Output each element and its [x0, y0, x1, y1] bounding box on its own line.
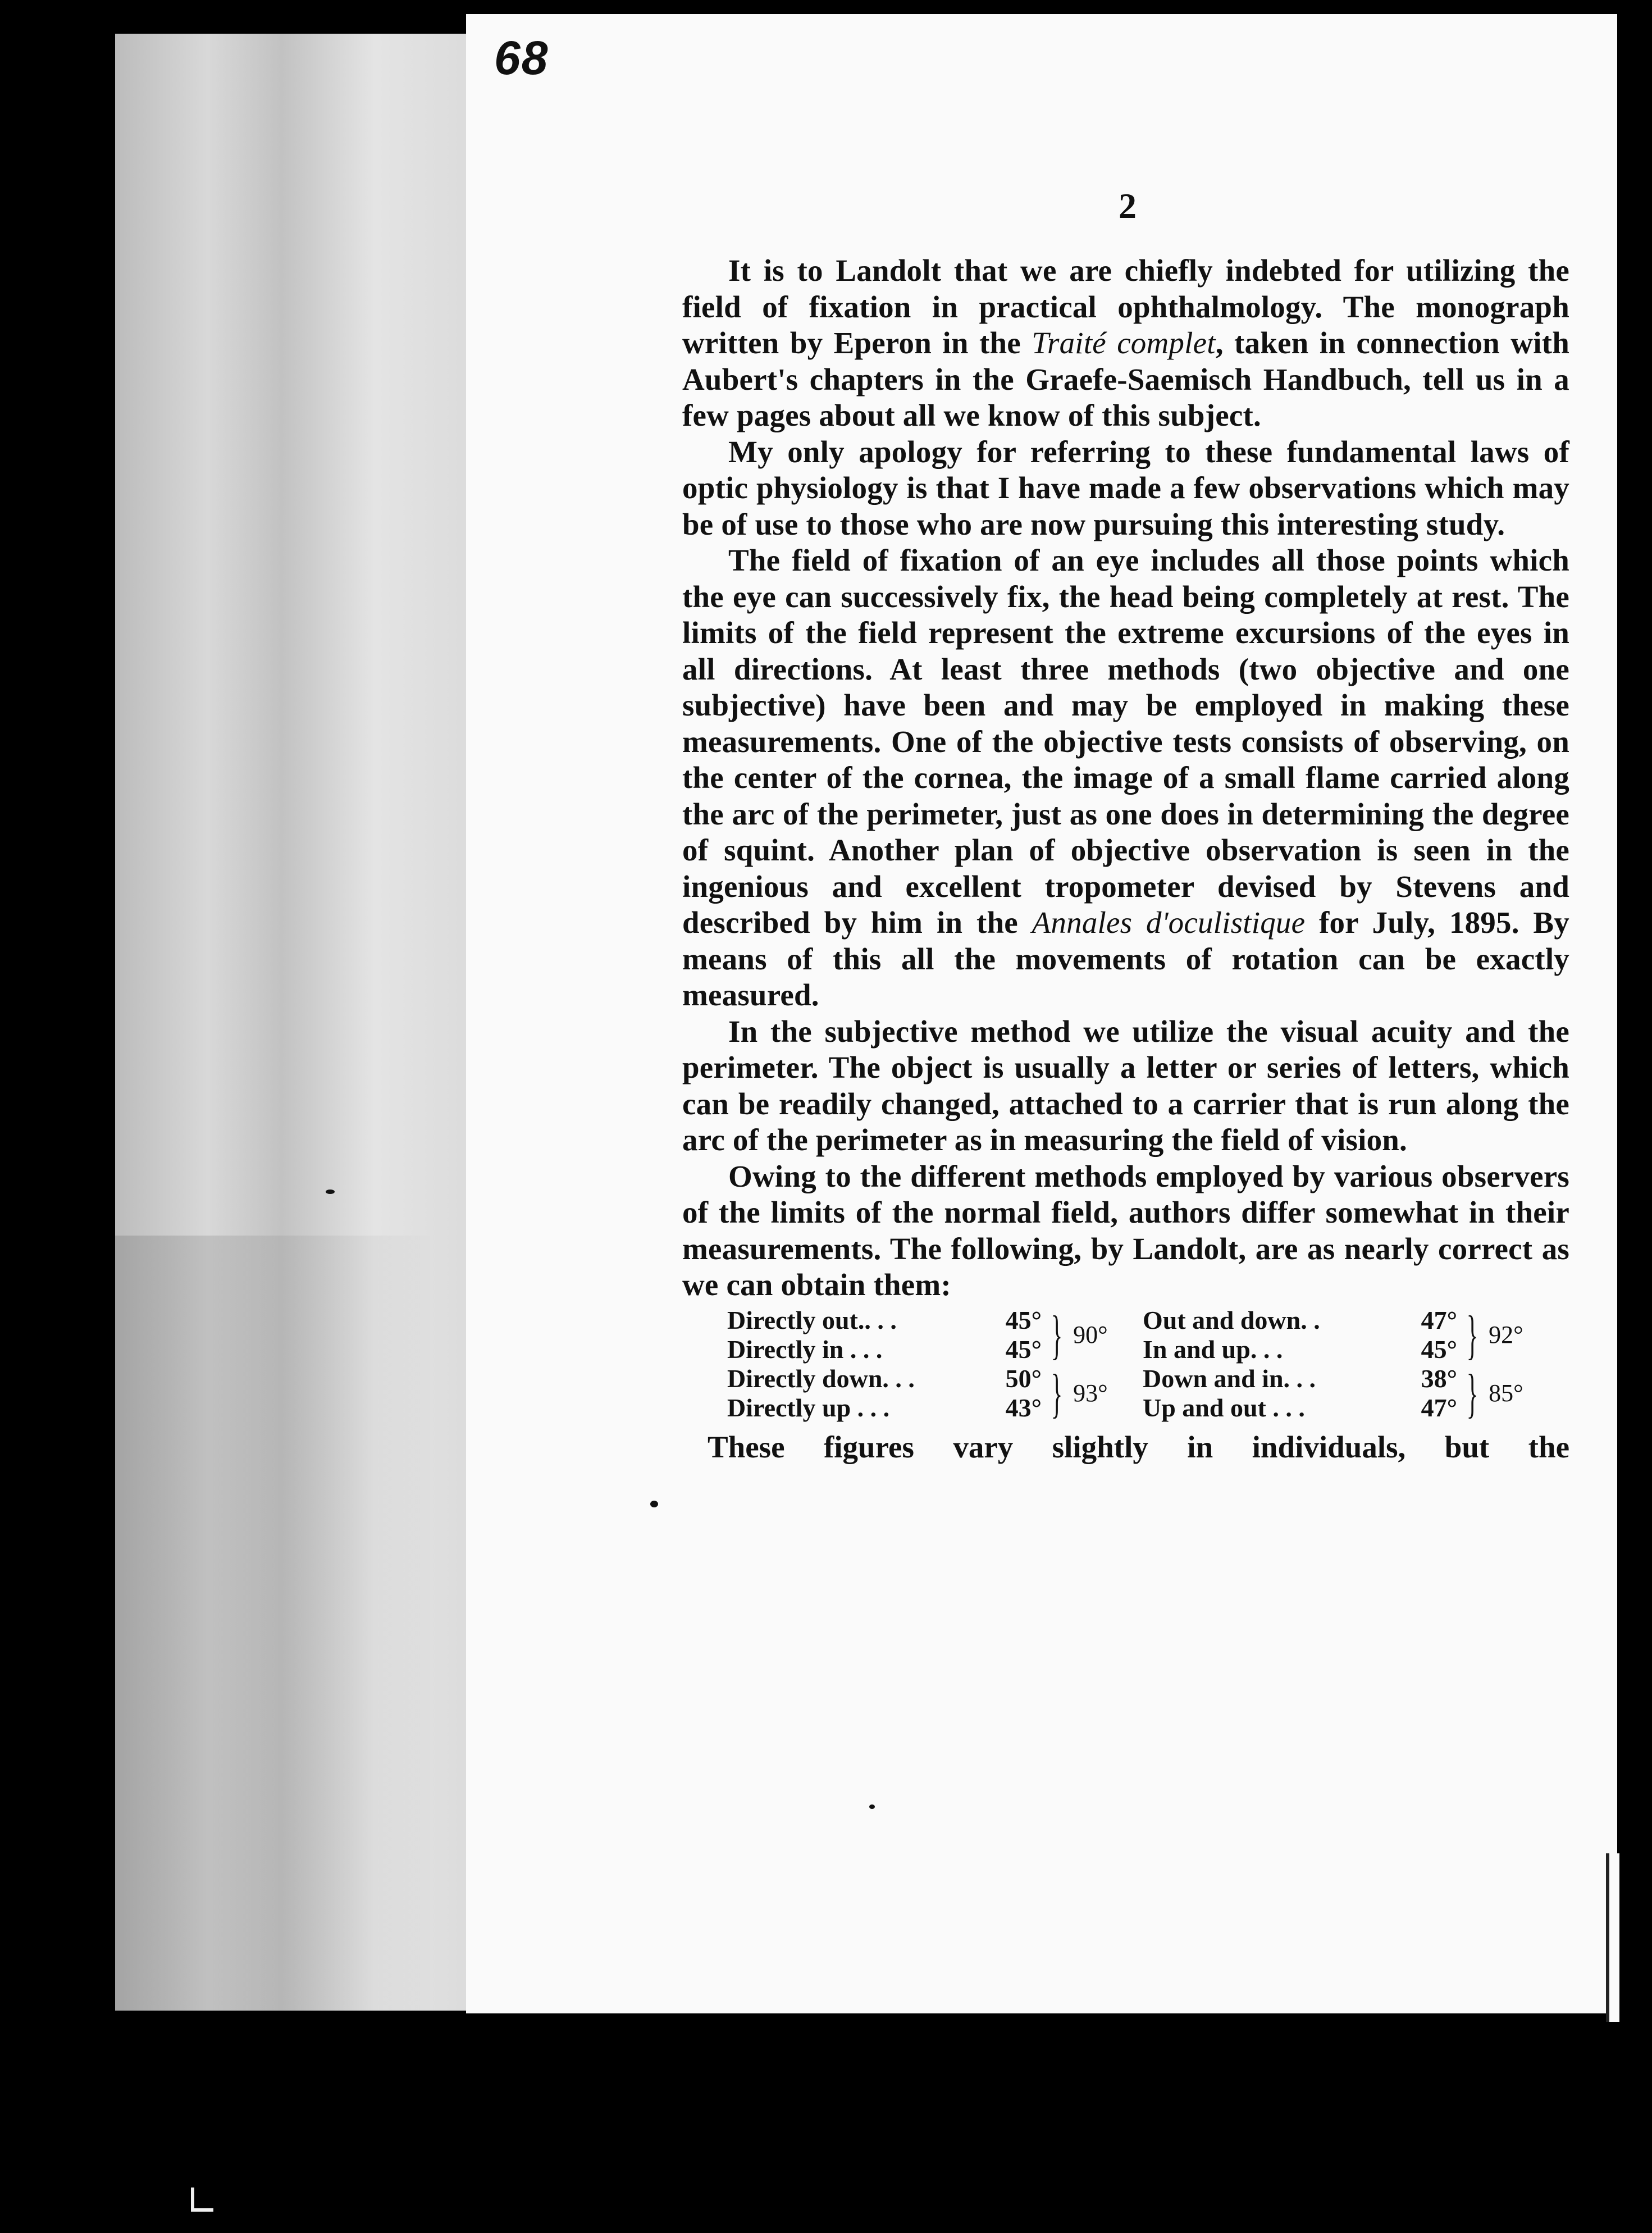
row-value: 43°	[1005, 1393, 1042, 1422]
paragraph	[682, 434, 1569, 543]
paragraph	[682, 1014, 1569, 1159]
row-label: Directly up . . .	[727, 1393, 890, 1422]
row-value: 47°	[1421, 1393, 1457, 1422]
table-row	[1143, 1393, 1457, 1423]
page-number: 2	[1119, 186, 1137, 226]
table-row	[727, 1393, 1042, 1423]
table-row	[727, 1364, 1042, 1393]
row-value: 47°	[1421, 1305, 1457, 1334]
scan-speck	[869, 1804, 875, 1809]
group-total: 92°	[1489, 1320, 1523, 1348]
row-value: 50°	[1005, 1364, 1042, 1393]
table-group	[727, 1364, 1109, 1423]
row-value: 45°	[1005, 1334, 1042, 1364]
row-label: In and up. . .	[1143, 1334, 1283, 1364]
group-total: 90°	[1073, 1320, 1108, 1348]
table-row	[727, 1335, 1042, 1364]
row-value: 38°	[1421, 1364, 1457, 1393]
table-row	[1143, 1335, 1457, 1364]
row-label: Directly in . . .	[727, 1334, 883, 1364]
brace-glyph: }	[1466, 1304, 1478, 1365]
row-label: Directly down. . .	[727, 1364, 915, 1393]
paragraph-text: , taken in connection with Aubert's chapters in the Graefe-Saemisch Handbuch, tell us in a few pages about all we know of this subject.	[682, 326, 1569, 432]
italic-title: Annales d'oculistique	[1032, 905, 1306, 940]
table-group	[1143, 1306, 1525, 1364]
scan-speck	[326, 1190, 335, 1194]
paragraph-text: The field of fixation of an eye includes all those points which the eye can successively fix, the head being completely at rest. The limits of the field represent the extreme excursions of the eyes in all directions. At least three methods (two objective and one subjective) have been and may be employed in making these measurements. One of the objective tests consists of observing, on the center of the cornea, the image of a small flame carried along the arc of the perimeter, just as one does in determining the degree of squint. Another plan of objective observation is seen in the ingenious and excellent tropometer devised by Stevens and described by him in the	[682, 543, 1569, 940]
italic-title: Traité complet	[1032, 326, 1216, 360]
row-label: Out and down. .	[1143, 1305, 1320, 1334]
body-text	[682, 253, 1569, 1465]
table-column-right	[1143, 1306, 1525, 1423]
group-total: 93°	[1073, 1379, 1108, 1407]
brace-glyph: }	[1051, 1304, 1063, 1365]
paragraph-text: My only apology for referring to these fundamental laws of optic physiology is that I have made a few observations which may be of use to those who are now pursuing this interesting study.	[682, 434, 1569, 541]
underlying-sheet-shadow	[115, 1236, 430, 2011]
row-label: Down and in. . .	[1143, 1364, 1316, 1393]
paragraph-text: for July, 1895. By means of this all the movements of rotation can be exactly measured.	[682, 905, 1569, 1012]
table-row	[727, 1306, 1042, 1335]
corner-mark	[191, 2188, 194, 2210]
paragraph-text: In the subjective method we utilize the visual acuity and the perimeter. The object is usually a letter or series of letters, which can be readily changed, attached to a carrier that is run along the arc of the perimeter as in measuring the field of vision.	[682, 1014, 1569, 1157]
paragraph-text: It is to Landolt that we are chiefly indebted for utilizing the field of fixation in practical ophthalmology. The monograph written by Eperon in the	[682, 253, 1569, 360]
scan-speck	[650, 1501, 658, 1507]
measurements-table	[727, 1306, 1525, 1423]
brace-glyph: }	[1051, 1362, 1063, 1423]
paragraph	[682, 543, 1569, 1014]
corner-mark	[191, 2208, 213, 2212]
brace-glyph: }	[1466, 1362, 1478, 1423]
table-column-left	[727, 1306, 1109, 1423]
table-group	[1143, 1364, 1525, 1423]
table-row	[1143, 1364, 1457, 1393]
table-row	[1143, 1306, 1457, 1335]
row-label: Directly out.. . .	[727, 1305, 897, 1334]
group-total: 85°	[1489, 1379, 1523, 1407]
row-label: Up and out . . .	[1143, 1393, 1305, 1422]
paragraph	[682, 253, 1569, 434]
page-edge	[1606, 1853, 1619, 2022]
handwritten-folio-number: 68	[494, 31, 549, 84]
paragraph	[682, 1159, 1569, 1304]
row-value: 45°	[1421, 1334, 1457, 1364]
row-value: 45°	[1005, 1305, 1042, 1334]
table-group	[727, 1306, 1109, 1364]
closing-line: These figures vary slightly in individuals, but the	[708, 1429, 1569, 1464]
paragraph-text: Owing to the different methods employed by various observers of the limits of the normal field, authors differ somewhat in their measurements. The following, by Landolt, are as nearly correct as we can obtain them:	[682, 1159, 1569, 1302]
